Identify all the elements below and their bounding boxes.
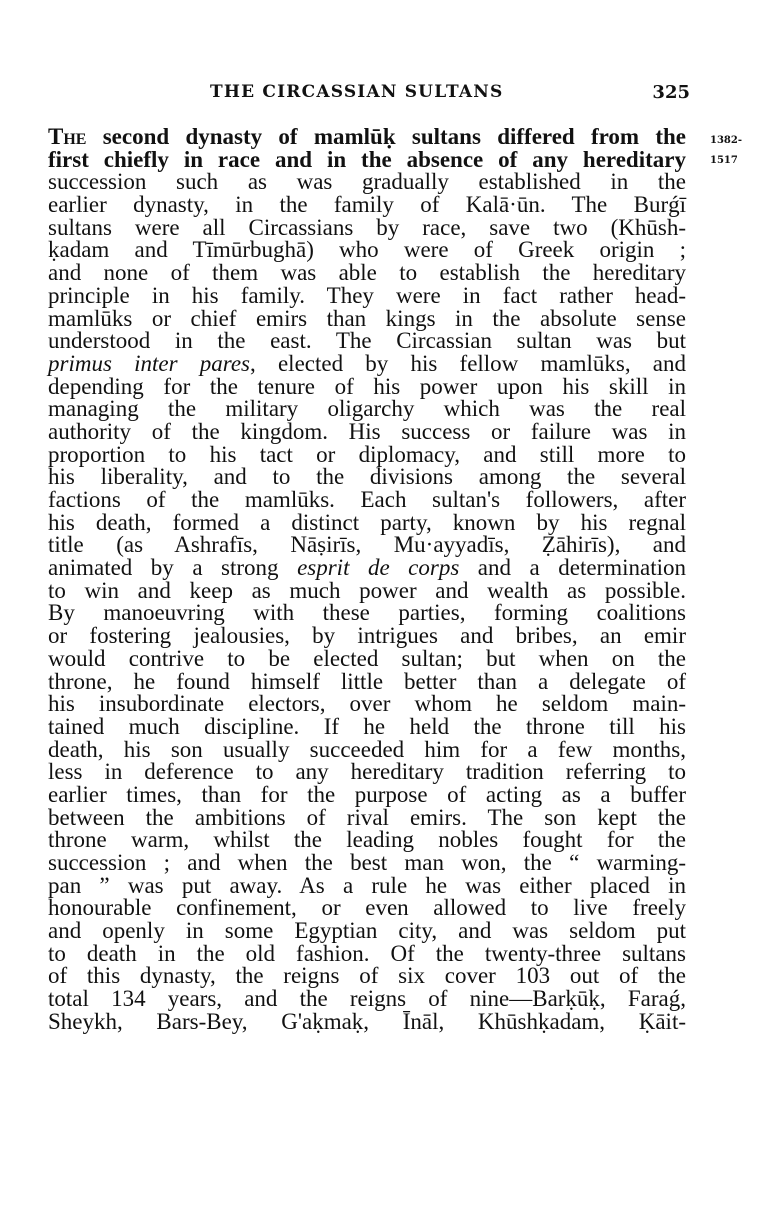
text-line xyxy=(48,146,686,172)
margin-date-note xyxy=(710,131,742,171)
text-line xyxy=(48,282,686,308)
text-line xyxy=(48,829,686,852)
text-run: managing the military oligarchy which was the real xyxy=(48,396,686,422)
text-line xyxy=(48,509,686,535)
text-line xyxy=(48,489,686,512)
text-run: and openly in some Egyptian city, and was seldom put xyxy=(48,918,686,944)
text-line xyxy=(48,466,686,489)
text-run: principle in his family. They were in fact rather head- xyxy=(48,282,686,308)
text-run: earlier dynasty, in the family of Kalā·ūn. The Burǵī xyxy=(48,192,686,218)
text-line xyxy=(48,602,686,625)
text-run: factions of the mamlūks. Each sultan's followers, after xyxy=(48,487,686,512)
text-run: authority of the kingdom. His success or failure was in xyxy=(48,418,686,444)
text-run: succession ; and when the best man won, the “ warming- xyxy=(48,850,686,875)
text-line xyxy=(48,126,686,149)
text-line xyxy=(48,534,686,557)
margin-note-end-year: 1517 xyxy=(710,155,738,166)
text-line xyxy=(48,625,686,648)
text-line xyxy=(48,214,686,240)
text-line xyxy=(48,897,686,920)
text-run: to death in the old fashion. Of the twenty-three sultans xyxy=(48,940,686,966)
text-run: sultans were all Circassians by race, save two (Khūsh- xyxy=(48,214,686,240)
text-run: between the ambitions of rival emirs. The son kept the xyxy=(48,804,686,830)
text-line xyxy=(48,965,686,988)
text-run: second dynasty of mamlūḳ sultans differed from the xyxy=(86,124,686,149)
text-run: his insubordinate electors, over whom he seldom main- xyxy=(48,691,686,717)
text-line xyxy=(48,668,686,694)
text-run: earlier times, than for the purpose of acting as a buffer xyxy=(48,781,686,807)
text-run: succession such as was gradually established in the xyxy=(48,169,686,195)
italic-phrase: primus inter pares xyxy=(48,350,251,376)
italic-phrase: esprit de corps xyxy=(297,555,460,581)
text-run: , elected by his fellow mamlūks, and xyxy=(250,350,686,376)
text-run: or fostering jealousies, by intrigues and bribes, an emir xyxy=(48,623,686,649)
text-line xyxy=(48,1008,686,1034)
text-line xyxy=(48,577,686,603)
text-run: his death, formed a distinct party, known by his regnal xyxy=(48,509,686,535)
text-line xyxy=(48,781,686,807)
text-line xyxy=(48,418,686,444)
text-line xyxy=(48,736,686,762)
text-run: and none of them was able to establish the hereditary xyxy=(48,260,686,286)
text-run: death, his son usually succeeded him for a few months, xyxy=(48,736,686,762)
text-line xyxy=(48,305,686,331)
text-run: animated by a strong xyxy=(48,555,298,581)
text-line xyxy=(48,330,686,353)
running-header xyxy=(210,82,690,112)
text-run: throne, he found himself little better than a delegate of xyxy=(48,668,686,694)
text-line xyxy=(48,852,686,875)
text-run: ḳadam and Tīmūrbughā) who were of Greek origin ; xyxy=(48,237,686,263)
text-run: total 134 years, and the reigns of nine—Barḳūḳ, Faraǵ, xyxy=(48,986,686,1012)
text-line xyxy=(48,693,686,716)
text-run: title (as Ashrafīs, Nāṣirīs, Mu·ayyadīs, Ẓāhirīs), and xyxy=(48,532,686,558)
text-run: proportion to his tact or diplomacy, and still more to xyxy=(48,441,686,467)
text-run: first chiefly in race and in the absence of any hereditary xyxy=(48,146,686,172)
body-paragraph xyxy=(48,126,686,1034)
text-run: By manoeuvring with these parties, forming coalitions xyxy=(48,600,686,626)
running-head-title: THE CIRCASSIAN SULTANS xyxy=(210,82,504,102)
text-run: depending for the tenure of his power upon his skill in xyxy=(48,373,686,399)
text-run: tained much discipline. If he held the throne till his xyxy=(48,713,686,739)
text-line xyxy=(48,239,686,262)
text-line xyxy=(48,557,686,580)
text-run: pan ” was put away. As a rule he was either placed in xyxy=(48,872,686,898)
text-run: The xyxy=(48,124,87,149)
text-run: and a determination xyxy=(459,555,686,581)
text-run: understood in the east. The Circassian sultan was but xyxy=(48,328,686,354)
text-line xyxy=(48,194,686,217)
text-line xyxy=(48,988,686,1011)
text-run: mamlūks or chief emirs than kings in the absolute sense xyxy=(48,305,686,331)
text-line xyxy=(48,262,686,285)
margin-note-start-year: 1382- xyxy=(710,135,742,146)
text-run: honourable confinement, or even allowed to live freely xyxy=(48,895,686,921)
page-number: 325 xyxy=(652,82,690,103)
text-line xyxy=(48,940,686,966)
text-line xyxy=(48,804,686,830)
text-line xyxy=(48,171,686,194)
text-line xyxy=(48,713,686,739)
text-line xyxy=(48,350,686,376)
text-line xyxy=(48,398,686,421)
text-run: less in deference to any hereditary tradition referring to xyxy=(48,759,686,785)
text-run: would contrive to be elected sultan; but when on the xyxy=(48,645,686,671)
text-run: throne warm, whilst the leading nobles fought for the xyxy=(48,827,686,853)
text-run: his liberality, and to the divisions among the several xyxy=(48,464,686,490)
text-line xyxy=(48,373,686,399)
text-run: of this dynasty, the reigns of six cover 103 out of the xyxy=(48,963,686,989)
text-line xyxy=(48,645,686,671)
text-line xyxy=(48,920,686,943)
text-run: Sheykh, Bars-Bey, G'aḳmaḳ, Īnāl, Khūshḳadam, Ḳāit- xyxy=(48,1008,686,1034)
text-line xyxy=(48,872,686,898)
text-run: to win and keep as much power and wealth as possible. xyxy=(48,577,686,603)
text-line xyxy=(48,441,686,467)
text-line xyxy=(48,761,686,784)
